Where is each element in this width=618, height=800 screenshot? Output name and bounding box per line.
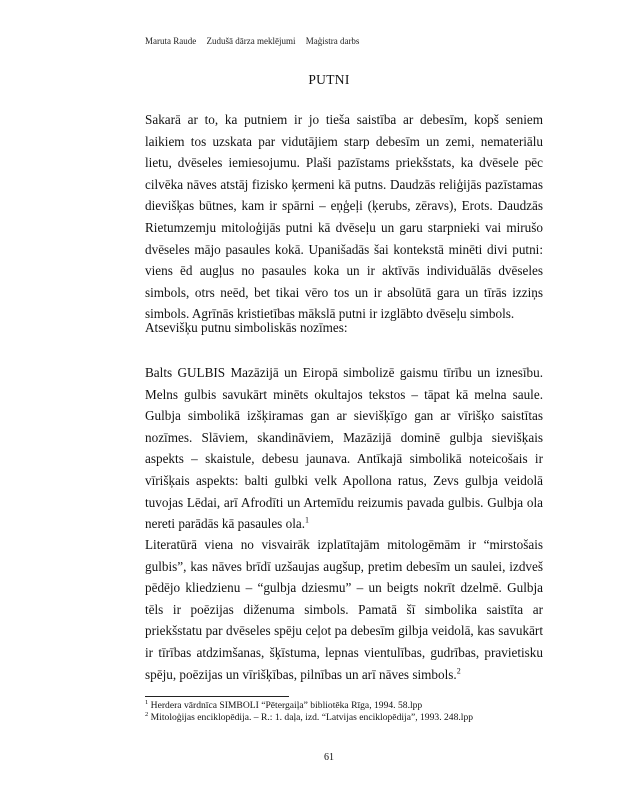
section-title: PUTNI — [308, 72, 350, 87]
footnote-text: Herdera vārdnīca SIMBOLI “Pētergaiļa” bibliotēka Rīga, 1994. 58.lpp — [150, 700, 423, 711]
paragraph-text: Sakarā ar to, ka putniem ir jo tieša saistība ar debesīm, kopš seniem laikiem tos uzskata par vidutājiem starp debesīm un zemi, nemateriālu lietu, dvēseles iemiesojumu. Plaši pazīstams priekšstats, ka dvēsele pēc cilvēka nāves atstāj fizisko ķermeni kā putns. Daudzās reliģijās pazīstamas dievišķas būtnes, kam ir spārni – eņģeļi (ķerubs, zēravs), Erots. Daudzās Rietumzemju mitoloģijās putni kā dvēseļu un garu starpnieki vai mirušo dvēseles mājo pasaules kokā. Upanišadās šai kontekstā minēti divi putni: viens ēd augļus no pasaules koka un ir aktīvās individuālās dvēseles simbols, otrs neēd, bet tikai vēro tos un ir absolūtā gara un tīrās izziņs simbols. Agrīnās kristietības mākslā putni ir izglābto dvēseļu simbols. — [145, 112, 543, 322]
paragraph-body — [145, 362, 543, 535]
paragraph-text: Atsevišķu putnu simboliskās nozīmes: — [145, 320, 348, 335]
footnote-item — [145, 712, 545, 724]
header-author: Maruta Raude — [145, 36, 197, 46]
paragraph-text: Balts GULBIS Mazāzijā un Eiropā simbolizē gaismu tīrību un iznesību. Melns gulbis savukārt minēts okultajos tekstos – tāpat kā melna saule. Gulbja simbolikā izšķiramas gan ar sievišķīgo gan ar vīrišķo saistītas nozīmes. Slāviem, skandināviem, Mazāzijā dominē gulbja sievišķais aspekts – skaistule, debesu jaunava. Antīkajā simbolikā noteicošais ir vīrišķais aspekts: balti gulbki velk Apollona ratus, Zevs gulbja veidolā tuvojas Lēdai, arī Afrodīti un Artemīdu reizumis pavada gulbis. Gulbja ola nereti parādās kā pasaules ola. — [145, 365, 543, 532]
header-work-type: Maģistra darbs — [305, 36, 360, 46]
paragraph-body — [145, 534, 543, 685]
header-work-title: Zudušā dārza meklējumi — [206, 36, 296, 46]
paragraph-subheading — [145, 317, 543, 339]
footnote-text: Mitoloģijas enciklopēdija. – R.: 1. daļa, izd. “Latvijas enciklopēdija”, 1993. 248.lpp — [150, 711, 474, 723]
footnote-reference[interactable]: 2 — [456, 666, 461, 676]
paragraph-swan — [145, 362, 543, 535]
footnote-number: 1 — [145, 698, 149, 706]
footnote-number: 2 — [145, 710, 149, 718]
paragraph-dying-swan — [145, 534, 543, 685]
paragraph-text: Literatūrā viena no visvairāk izplatītajām mitologēmām ir “mirstošais gulbis”, kas nāves brīdī uzšaujas augšup, pretim debesīm un saulei, izdveš pēdējo kliedzienu – “gulbja dziesmu” – un beigts nokrīt dzelmē. Gulbja tēls ir poēzijas diženuma simbols. Pamatā šī simbolika saistīta ar priekšstatu par dvēseles spēju ceļot pa debesīm gilbja veidolā, kas savukārt ir tīrības atdzimšanas, šķīstuma, lepnas vientulības, gudrības, pravietisku spēju, poēzijas un vīrišķības, pilnības un arī nāves simbols. — [145, 537, 543, 682]
running-header — [145, 36, 367, 46]
paragraph-intro — [145, 109, 543, 325]
footnote-item — [145, 700, 545, 712]
footnotes — [145, 700, 545, 723]
footnote-divider — [145, 696, 289, 697]
page-number: 61 — [324, 752, 334, 763]
footnote-reference[interactable]: 1 — [305, 515, 310, 525]
